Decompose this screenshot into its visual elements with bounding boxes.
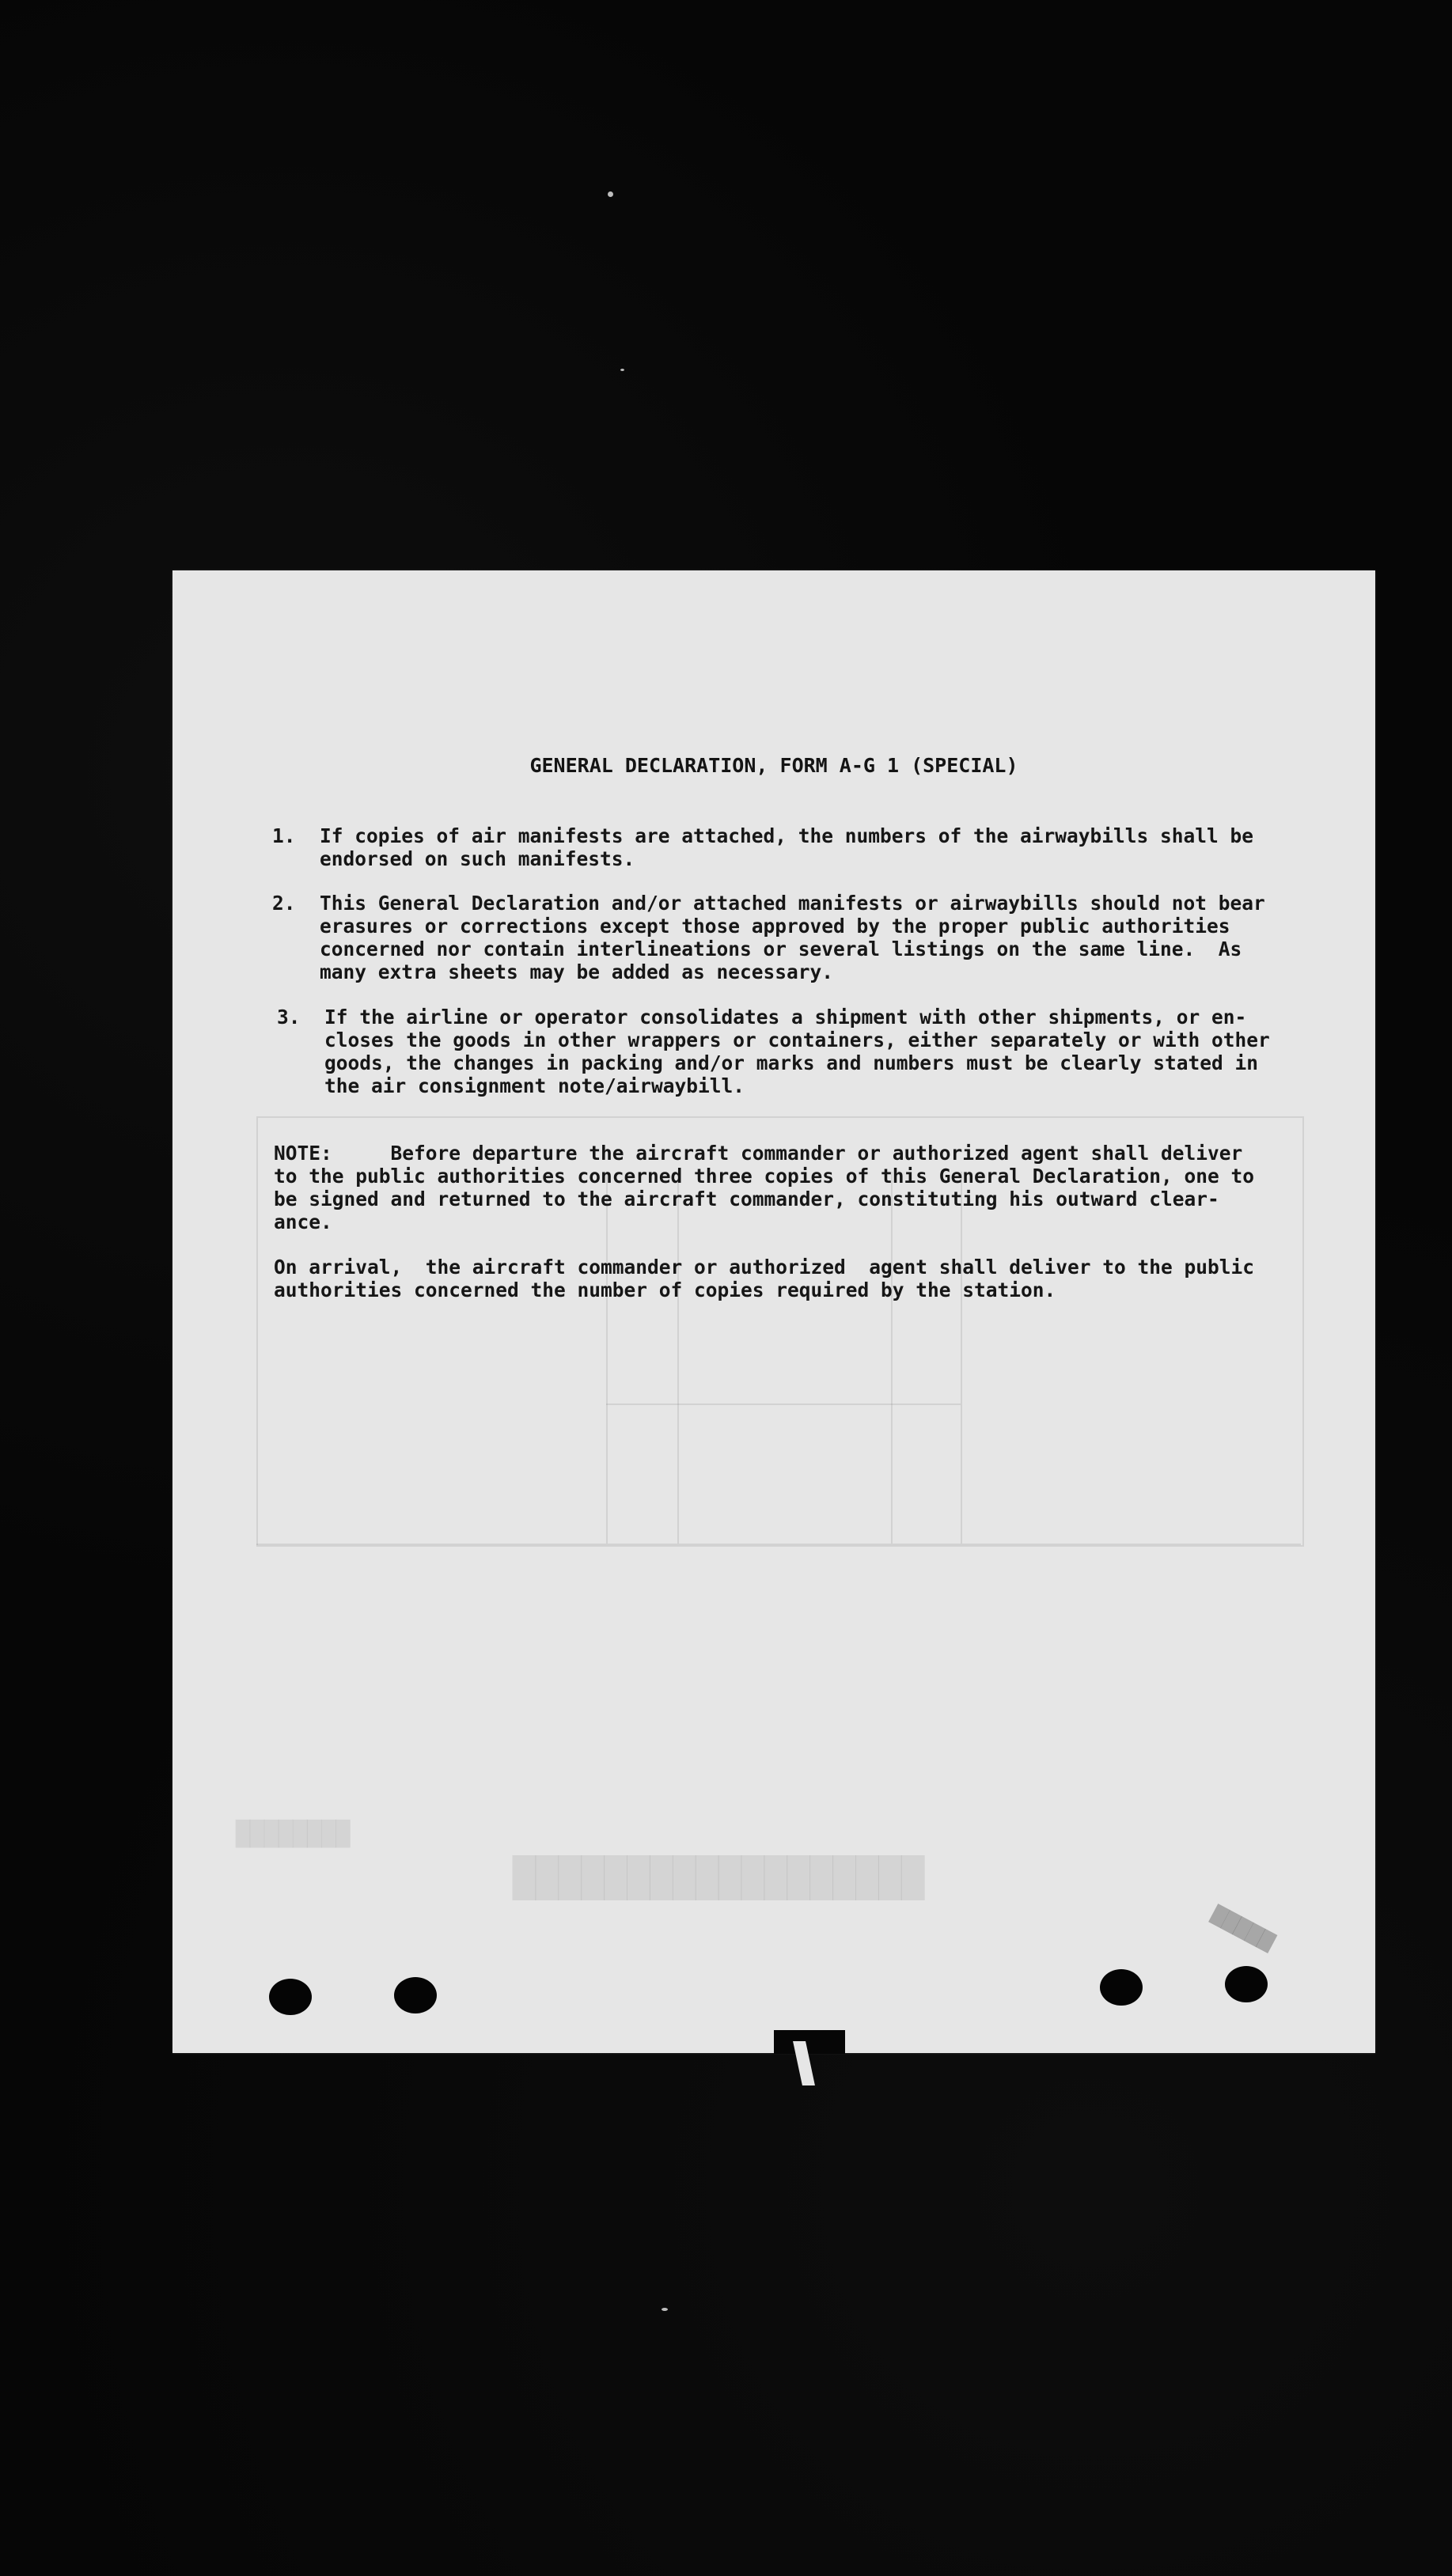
bleed-through-line (961, 1172, 962, 1544)
note-text-line: be signed and returned to the aircraft commander, constituting his outward clear- (274, 1188, 1219, 1210)
item-text-line: concerned nor contain interlineations or several listings on the same line. As (320, 938, 1242, 960)
bleed-through-line (606, 1172, 608, 1544)
dust-speck (662, 2308, 668, 2311)
arrival-text-line: authorities concerned the number of copies required by the station. (274, 1279, 1056, 1301)
tab-shadow (774, 2030, 845, 2054)
paper-tear-tab (774, 2030, 845, 2085)
note-text-line: NOTE: Before departure the aircraft commander or authorized agent shall deliver (274, 1142, 1243, 1165)
item-text-line: many extra sheets may be added as necessary. (320, 960, 834, 983)
item-number: 1. (272, 824, 296, 847)
item-text-line: closes the goods in other wrappers or containers, either separately or with other (324, 1029, 1270, 1051)
item-number: 3. (277, 1006, 301, 1029)
bleed-through-line (891, 1172, 893, 1544)
item-text-line: endorsed on such manifests. (320, 847, 635, 870)
binder-hole (1100, 1969, 1143, 2006)
document-page (172, 570, 1375, 2053)
note-text-line: ance. (274, 1210, 332, 1233)
item-text-line: goods, the changes in packing and/or marks and numbers must be clearly stated in (324, 1051, 1259, 1074)
bleed-through-text: ██████████████████ (513, 1856, 925, 1900)
binder-hole (269, 1979, 312, 2015)
binder-hole (1225, 1966, 1268, 2002)
bleed-through-line (256, 1544, 1301, 1545)
dust-speck (620, 369, 624, 371)
form-title: GENERAL DECLARATION, FORM A-G 1 (SPECIAL) (529, 754, 1018, 777)
bleed-through-line (606, 1404, 961, 1405)
dust-speck (608, 191, 613, 197)
item-text-line: erasures or corrections except those approved by the proper public authorities (320, 915, 1230, 938)
bleed-through-line (677, 1172, 679, 1544)
item-text-line: If the airline or operator consolidates a shipment with other shipments, or en- (324, 1006, 1247, 1029)
binder-hole (394, 1977, 437, 2013)
arrival-text-line: On arrival, the aircraft commander or authorized agent shall deliver to the public (274, 1256, 1255, 1279)
item-text-line: This General Declaration and/or attached manifests or airwaybills should not bear (320, 892, 1265, 915)
note-text-line: to the public authorities concerned three copies of this General Declaration, one to (274, 1165, 1255, 1188)
item-number: 2. (272, 892, 296, 915)
bleed-through-text: ████████ (236, 1820, 351, 1848)
item-text-line: the air consignment note/airwaybill. (324, 1074, 745, 1097)
faint-stamp: █████ (1208, 1904, 1277, 1954)
item-text-line: If copies of air manifests are attached, the numbers of the airwaybills shall be (320, 824, 1254, 847)
